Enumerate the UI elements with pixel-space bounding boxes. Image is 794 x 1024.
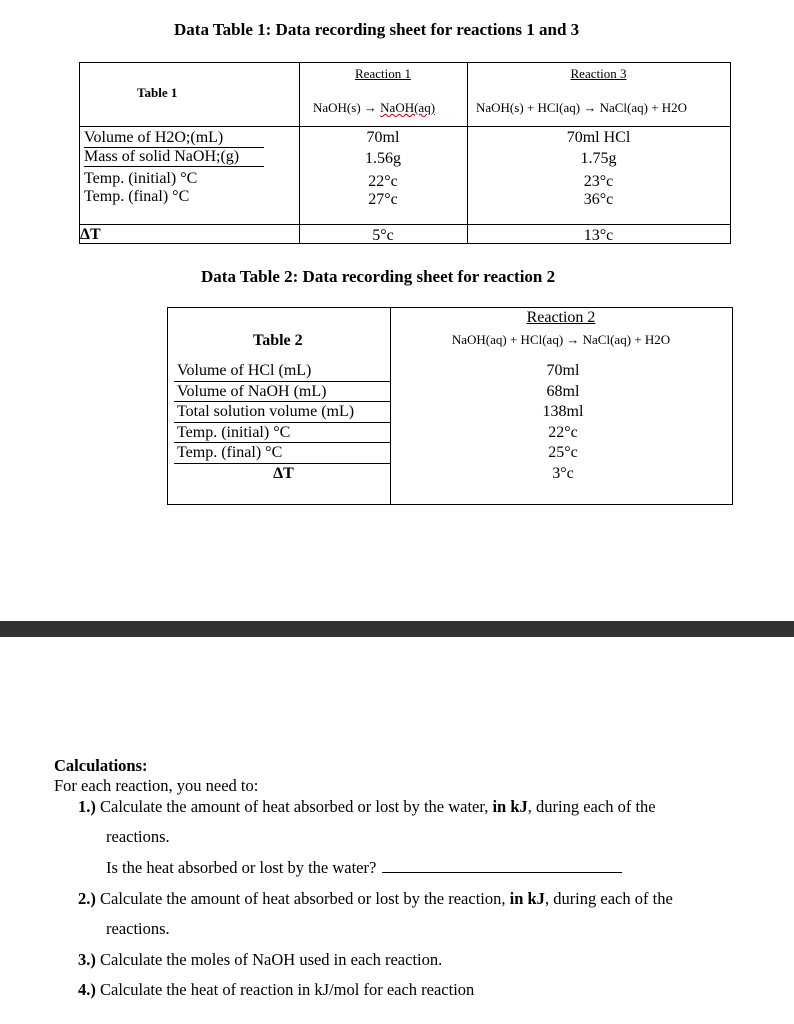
step-1-number: 1.) xyxy=(78,797,96,816)
reaction1-temp-final: 27°c xyxy=(368,191,398,208)
calculations-intro: For each reaction, you need to: xyxy=(54,776,259,795)
step-3-text: Calculate the moles of NaOH used in each reaction. xyxy=(100,950,443,969)
reaction2-temp-final: 25°c xyxy=(548,444,578,461)
reaction3-delta-t: 13°c xyxy=(583,227,614,244)
reaction1-eq-right: NaOH(aq) xyxy=(380,100,436,115)
reaction2-volume-hcl: 70ml xyxy=(546,362,580,379)
reaction2-values xyxy=(392,361,734,484)
row-label-mass-naoh: Mass of solid NaOH;(g) xyxy=(84,148,264,167)
step-1-continued: reactions. xyxy=(106,827,170,846)
reaction2-title: Reaction 2 xyxy=(526,309,596,326)
reaction1-temp-initial: 22°c xyxy=(368,173,398,190)
row-label-temp-initial: Temp. (initial) °C xyxy=(84,170,198,187)
reaction1-title: Reaction 1 xyxy=(355,66,411,81)
reaction3-values xyxy=(467,129,730,209)
table1-row-labels xyxy=(84,129,264,206)
calculations-title: Calculations: xyxy=(54,756,148,775)
data-table-2 xyxy=(167,307,733,505)
reaction3-volume: 70ml HCl xyxy=(566,129,631,146)
step-2-text: Calculate the amount of heat absorbed or lost by the reaction, xyxy=(100,889,506,908)
reaction3-equation: NaOH(s) + HCl(aq) → NaCl(aq) + H2O xyxy=(476,100,688,115)
reaction1-equation xyxy=(313,100,435,116)
row-label-total-volume: Total solution volume (mL) xyxy=(174,402,390,423)
step-1 xyxy=(78,797,656,817)
reaction3-temp-final: 36°c xyxy=(583,191,614,208)
step-2-continued: reactions. xyxy=(106,919,170,938)
reaction1-mass: 1.56g xyxy=(365,150,401,167)
reaction-arrow: → xyxy=(363,100,377,115)
row-label-volume-h2o: Volume of H2O;(mL) xyxy=(84,129,264,148)
reaction1-delta-t: 5°c xyxy=(372,227,394,244)
reaction2-delta-t: 3°c xyxy=(552,464,574,482)
row-label-delta-t: ΔT xyxy=(80,226,101,243)
reaction2-total-volume: 138ml xyxy=(542,403,584,420)
row-label-volume-naoh: Volume of NaOH (mL) xyxy=(174,382,390,403)
step-1-text-end: , during each of the xyxy=(527,797,656,816)
table2-corner-label: Table 2 xyxy=(253,332,303,349)
reaction3-mass: 1.75g xyxy=(580,150,617,167)
step-3-number: 3.) xyxy=(78,950,96,969)
table1-header-rule xyxy=(80,126,730,127)
row-label-volume-hcl: Volume of HCl (mL) xyxy=(174,361,390,382)
table1-heading: Data Table 1: Data recording sheet for reactions 1 and 3 xyxy=(174,20,580,39)
calculations-section xyxy=(54,756,774,796)
reaction1-values xyxy=(299,129,467,209)
reaction2-equation: NaOH(aq) + HCl(aq) → NaCl(aq) + H2O xyxy=(451,332,671,347)
reaction3-temp-initial: 23°c xyxy=(583,173,614,190)
data-table-1 xyxy=(79,62,731,244)
table2-heading: Data Table 2: Data recording sheet for reaction 2 xyxy=(201,267,556,286)
row-label-delta-t: ΔT xyxy=(273,464,294,482)
heat-question xyxy=(106,858,622,878)
step-4-number: 4.) xyxy=(78,980,96,999)
answer-blank[interactable] xyxy=(382,858,622,873)
reaction3-title: Reaction 3 xyxy=(570,66,627,81)
step-3 xyxy=(78,950,442,970)
step-1-emphasis: in kJ xyxy=(492,797,528,816)
reaction1-eq-left: NaOH(s) xyxy=(313,100,361,115)
table1-delta-rule xyxy=(80,224,730,225)
heat-question-text: Is the heat absorbed or lost by the water? xyxy=(106,858,377,877)
reaction1-volume: 70ml xyxy=(366,129,400,146)
step-2-emphasis: in kJ xyxy=(509,889,545,908)
row-label-temp-final: Temp. (final) °C xyxy=(84,188,190,205)
step-2-text-end: , during each of the xyxy=(544,889,673,908)
page-divider-bar xyxy=(0,621,794,637)
step-2 xyxy=(78,889,673,909)
reaction2-volume-naoh: 68ml xyxy=(546,382,580,400)
step-2-number: 2.) xyxy=(78,889,96,908)
step-4 xyxy=(78,980,474,1000)
row-label-temp-initial: Temp. (initial) °C xyxy=(174,423,390,444)
step-4-text: Calculate the heat of reaction in kJ/mol for each reaction xyxy=(100,980,475,999)
reaction2-temp-initial: 22°c xyxy=(548,423,578,441)
step-1-text: Calculate the amount of heat absorbed or lost by the water, xyxy=(100,797,489,816)
row-label-temp-final: Temp. (final) °C xyxy=(174,443,390,464)
table1-corner-label: Table 1 xyxy=(137,85,178,100)
table2-row-labels xyxy=(174,361,390,484)
